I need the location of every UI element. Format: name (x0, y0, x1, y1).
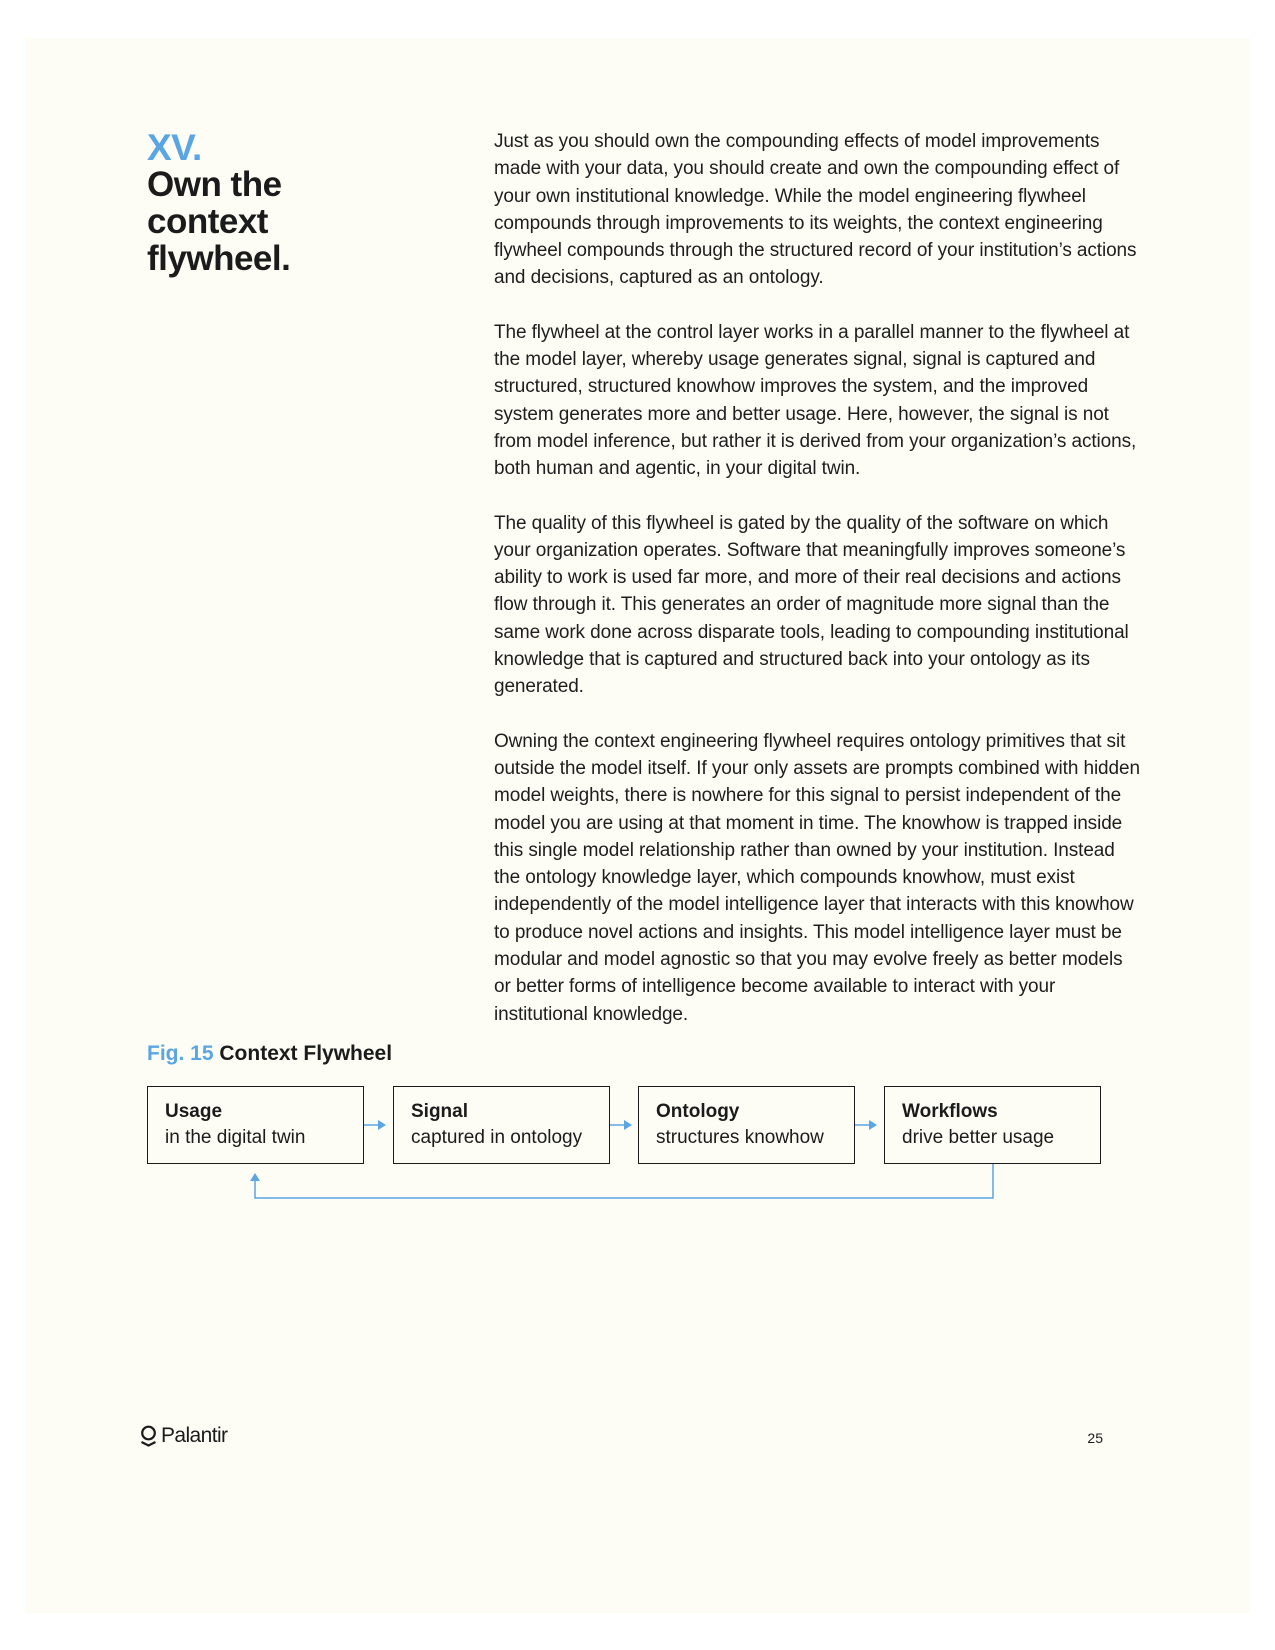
flow-step-title: Workflows (902, 1101, 998, 1122)
body-text (494, 128, 1144, 1055)
arrow-head (869, 1120, 877, 1130)
arrow-head (624, 1120, 632, 1130)
figure-title: Context Flywheel (219, 1042, 393, 1065)
section-number: XV. (147, 127, 202, 168)
flow-step-usage (147, 1086, 364, 1164)
arrow-head (378, 1120, 386, 1130)
flow-step-title: Signal (411, 1101, 469, 1122)
paragraph: Owning the context engineering flywheel requires ontology primitives that sit outside the model itself. If your only assets are prompts combined with hidden model weights, there is nowhere for this signal to persist independent of the model you are using at that moment in time. The knowhow is trapped inside this single model relationship rather than owned by your institution. Instead the ontology knowledge layer, which compounds knowhow, must exist independently of the model intelligence layer that interacts with this knowhow to produce novel actions and insights. This model intelligence layer must be modular and model agnostic so that you may evolve freely as better models or better forms of intelligence become available to interact with your institutional knowledge. (494, 730, 1140, 1025)
flow-step-subtitle: drive better usage (902, 1127, 1055, 1148)
arrow-head (250, 1173, 260, 1181)
palantir-logo (140, 1424, 227, 1448)
page-number: 25 (1087, 1430, 1103, 1446)
logo-wordmark: Palantir (161, 1424, 228, 1447)
flow-step-ontology (638, 1086, 855, 1164)
section-title-line: context (147, 202, 268, 241)
section-heading (147, 129, 407, 277)
paragraph: The flywheel at the control layer works in a parallel manner to the flywheel at the model layer, whereby usage generates signal, signal is captured and structured, structured knowhow improves the system, and the improved system generates more and better usage. Here, however, the signal is not from model inference, but rather it is derived from your organization’s actions, both human and agentic, in your digital twin. (494, 321, 1137, 480)
flow-step-signal (393, 1086, 610, 1164)
flow-step-subtitle: in the digital twin (165, 1127, 306, 1148)
flow-step-title: Usage (165, 1101, 223, 1122)
section-title (147, 166, 407, 277)
palantir-logo-icon (140, 1425, 157, 1447)
document-page (25, 38, 1250, 1613)
flow-step-title: Ontology (656, 1101, 740, 1122)
section-title-line: flywheel. (147, 239, 291, 278)
loop-back-arrow (255, 1164, 993, 1198)
flow-step-subtitle: structures knowhow (656, 1127, 824, 1148)
section-title-line: Own the (147, 165, 282, 204)
flow-step-subtitle: captured in ontology (411, 1127, 583, 1148)
figure-caption (147, 1041, 392, 1067)
paragraph: The quality of this flywheel is gated by the quality of the software on which your organization operates. Software that meaningfully improves someone’s ability to work is used far more, and more of their real decisions and actions flow through it. This generates an order of magnitude more signal than the same work done across disparate tools, leading to compounding institutional knowledge that is captured and structured back into your ontology as its generated. (494, 512, 1129, 698)
flow-step-workflows (884, 1086, 1101, 1164)
paragraph: Just as you should own the compounding effects of model improvements made with your data, you should create and own the compounding effect of your own institutional knowledge. While the model engineering flywheel compounds through improvements to its weights, the context engineering flywheel compounds through the structured record of your institution’s actions and decisions, captured as an ontology. (494, 131, 1137, 289)
context-flywheel-diagram (147, 1086, 1147, 1216)
figure-number: Fig. 15 (147, 1042, 214, 1065)
